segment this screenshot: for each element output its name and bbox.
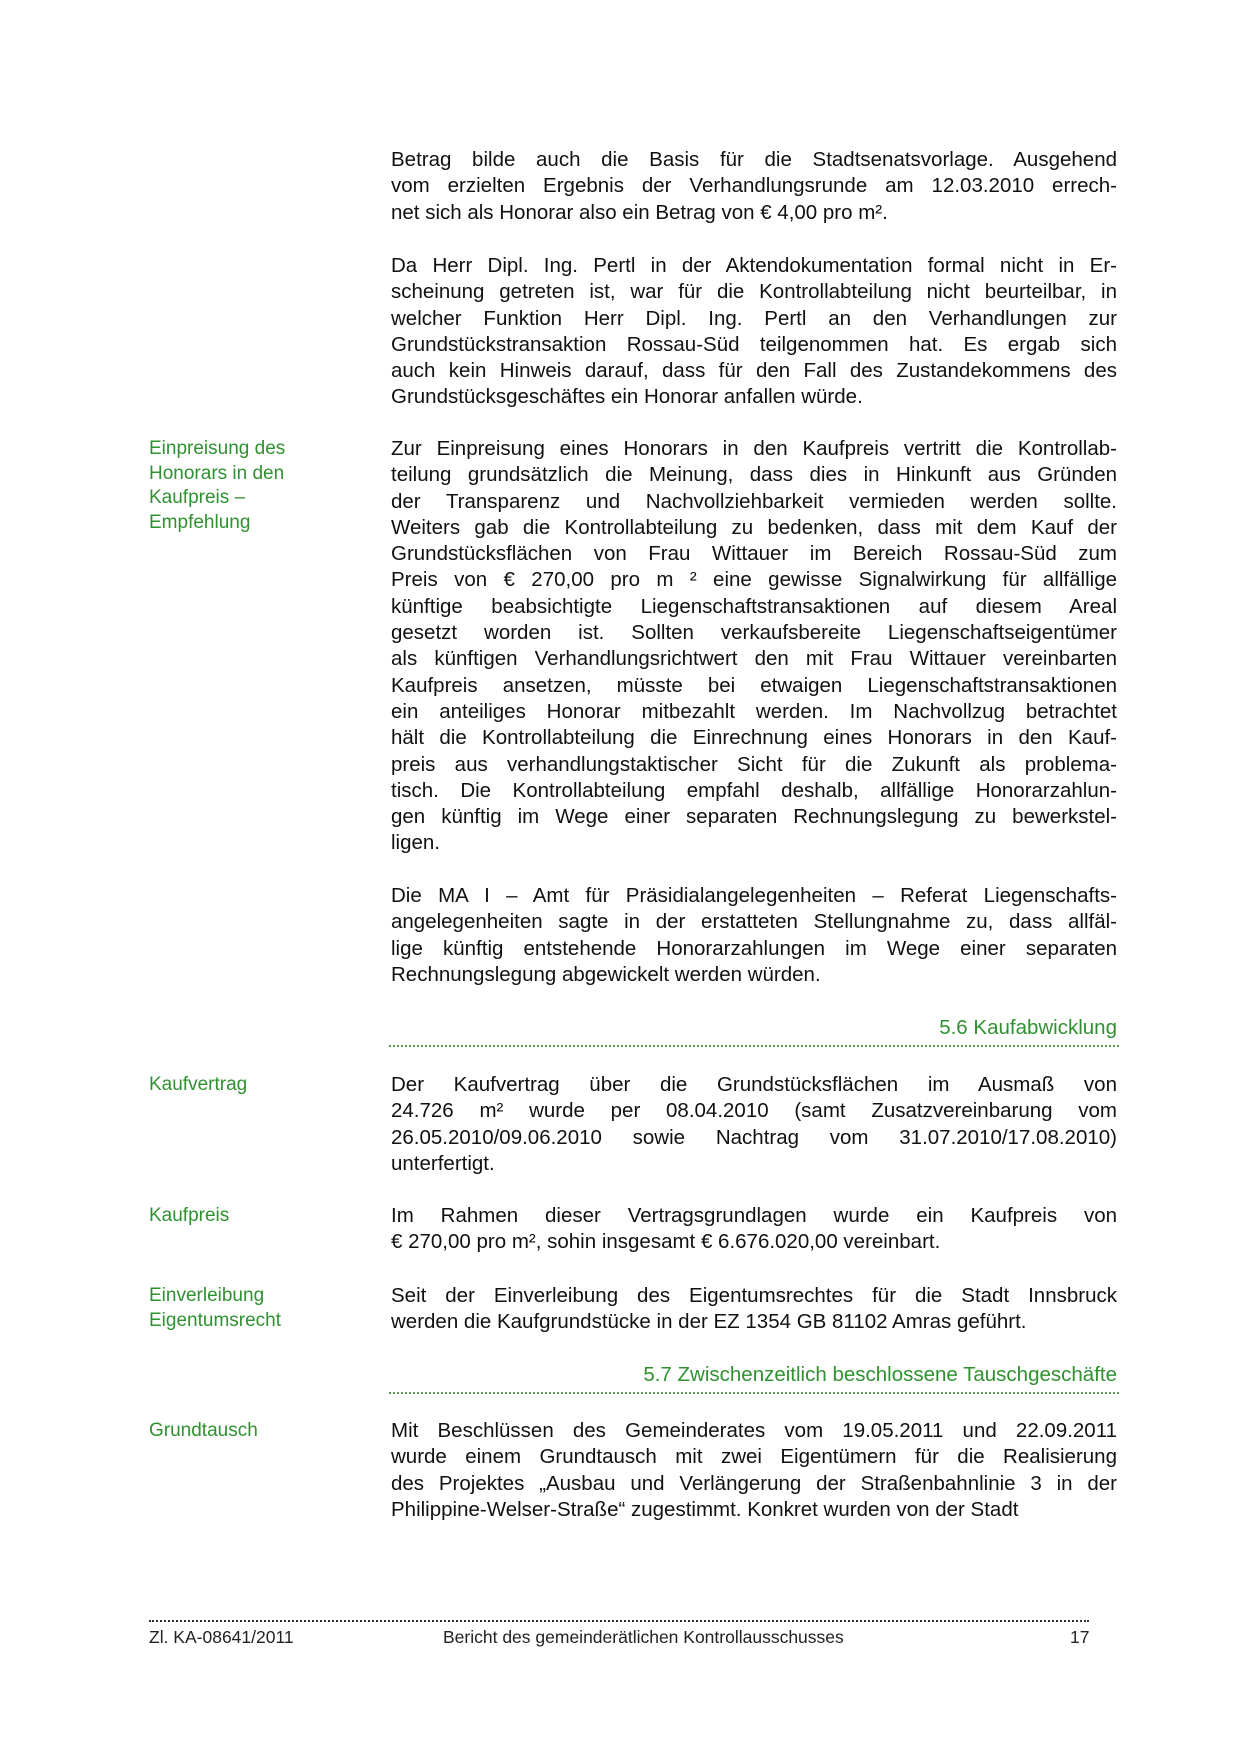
paragraph [391, 253, 1117, 411]
text-line: Die MA I – Amt für Präsidialangelegenheiten – Referat Liegenschafts- [391, 884, 1117, 907]
text-line: tisch. Die Kontrollabteilung empfahl deshalb, allfällige Honorarzahlun- [391, 778, 1117, 802]
text-line: wurde einem Grundtausch mit zwei Eigentümern für die Realisierung [391, 1445, 1117, 1469]
sidenote-line: Empfehlung [149, 511, 251, 533]
text-line: net sich als Honorar also ein Betrag von € 4,00 pro m². [391, 200, 888, 224]
paragraph [391, 1203, 1117, 1256]
text-line: Im Rahmen dieser Vertragsgrundlagen wurde ein Kaufpreis von [391, 1204, 1117, 1227]
text-line: Weiters gab die Kontrollabteilung zu bedenken, dass mit dem Kauf der [391, 515, 1117, 539]
section-heading-5-7: 5.7 Zwischenzeitlich beschlossene Tauschgeschäfte [643, 1363, 1117, 1386]
text-line: als künftigen Verhandlungsrichtwert den mit Frau Wittauer vereinbarten [391, 647, 1117, 671]
paragraph [391, 883, 1117, 988]
paragraph [391, 1072, 1117, 1177]
sidenote-line: Kaufpreis – [149, 487, 246, 508]
text-line: Zur Einpreisung eines Honorars in den Kaufpreis vertritt die Kontrollab- [391, 437, 1117, 460]
text-line: € 270,00 pro m², sohin insgesamt € 6.676.020,00 vereinbart. [391, 1230, 941, 1254]
heading-divider [389, 1392, 1119, 1394]
text-line: Der Kaufvertrag über die Grundstücksflächen im Ausmaß von [391, 1073, 1117, 1096]
paragraph [391, 147, 1117, 226]
text-line: Rechnungslegung abgewickelt werden würden. [391, 962, 821, 986]
heading-divider [389, 1045, 1119, 1047]
footer-reference: Zl. KA-08641/2011 [149, 1627, 294, 1647]
text-line: vom erzielten Ergebnis der Verhandlungsrunde am 12.03.2010 errech- [391, 174, 1117, 198]
text-line: gen künftig im Wege einer separaten Rechnungslegung zu bewerkstel- [391, 805, 1117, 829]
text-line: 26.05.2010/09.06.2010 sowie Nachtrag vom 31.07.2010/17.08.2010) [391, 1125, 1117, 1149]
text-line: hält die Kontrollabteilung die Einrechnung eines Honorars in den Kauf- [391, 726, 1117, 750]
paragraph [391, 1283, 1117, 1336]
sidenote-line: Eigentumsrecht [149, 1309, 282, 1331]
section-heading-5-6: 5.6 Kaufabwicklung [939, 1016, 1117, 1039]
text-line: Grundstückstransaktion Rossau-Süd teilgenommen hat. Es ergab sich [391, 332, 1117, 356]
text-line: ligen. [391, 831, 441, 855]
paragraph [391, 1418, 1117, 1523]
text-line: Grundstücksflächen von Frau Wittauer im Bereich Rossau-Süd zum [391, 542, 1117, 566]
sidenote-line: Einverleibung [149, 1285, 265, 1306]
sidenote [149, 1419, 349, 1444]
text-line: unterfertigt. [391, 1151, 495, 1175]
sidenote-line: Einpreisung des [149, 438, 286, 459]
text-line: gesetzt worden ist. Sollten verkaufsbereite Liegenschaftseigentümer [391, 621, 1117, 645]
sidenote [149, 437, 349, 535]
page-number: 17 [1070, 1627, 1090, 1647]
footer-divider [149, 1620, 1089, 1622]
text-line: Da Herr Dipl. Ing. Pertl in der Aktendokumentation formal nicht in Er- [391, 254, 1117, 277]
sidenote-line: Grundtausch [149, 1420, 258, 1441]
text-line: Grundstücksgeschäftes ein Honorar anfallen würde. [391, 385, 863, 409]
text-line: welcher Funktion Herr Dipl. Ing. Pertl an den Verhandlungen zur [391, 306, 1117, 330]
sidenote-line: Kaufvertrag [149, 1074, 248, 1095]
paragraph [391, 436, 1117, 857]
text-line: 24.726 m² wurde per 08.04.2010 (samt Zusatzvereinbarung vom [391, 1099, 1117, 1123]
text-line: Preis von € 270,00 pro m ² eine gewisse Signalwirkung für allfällige [391, 568, 1117, 592]
footer-title: Bericht des gemeinderätlichen Kontrollausschusses [443, 1627, 844, 1647]
text-line: scheinung getreten ist, war für die Kontrollabteilung nicht beurteilbar, in [391, 280, 1117, 304]
text-line: angelegenheiten sagte in der erstatteten Stellungnahme zu, dass allfäl- [391, 910, 1117, 934]
text-line: Kaufpreis ansetzen, müsste bei etwaigen Liegenschaftstransaktionen [391, 673, 1117, 697]
text-line: Mit Beschlüssen des Gemeinderates vom 19.05.2011 und 22.09.2011 [391, 1419, 1117, 1442]
text-line: auch kein Hinweis darauf, dass für den Fall des Zustandekommens des [391, 359, 1117, 383]
text-line: werden die Kaufgrundstücke in der EZ 1354 GB 81102 Amras geführt. [391, 1310, 1027, 1334]
text-line: Philippine-Welser-Straße“ zugestimmt. Konkret wurden von der Stadt [391, 1497, 1019, 1521]
sidenote-line: Kaufpreis [149, 1205, 230, 1226]
sidenote [149, 1073, 349, 1098]
text-line: preis aus verhandlungstaktischer Sicht für die Zukunft als problema- [391, 752, 1117, 776]
text-line: ein anteiliges Honorar mitbezahlt werden. Im Nachvollzug betrachtet [391, 699, 1117, 723]
text-line: Seit der Einverleibung des Eigentumsrechtes für die Stadt Innsbruck [391, 1284, 1117, 1307]
text-line: lige künftig entstehende Honorarzahlungen im Wege einer separaten [391, 936, 1117, 960]
text-line: Betrag bilde auch die Basis für die Stadtsenatsvorlage. Ausgehend [391, 148, 1117, 171]
text-line: der Transparenz und Nachvollziehbarkeit vermieden werden sollte. [391, 489, 1117, 513]
text-line: des Projektes „Ausbau und Verlängerung der Straßenbahnlinie 3 in der [391, 1471, 1117, 1495]
sidenote [149, 1284, 349, 1333]
sidenote-line: Honorars in den [149, 462, 285, 484]
text-line: künftige beabsichtigte Liegenschaftstransaktionen auf diesem Areal [391, 594, 1117, 618]
text-line: teilung grundsätzlich die Meinung, dass dies in Hinkunft aus Gründen [391, 463, 1117, 487]
sidenote [149, 1204, 349, 1229]
